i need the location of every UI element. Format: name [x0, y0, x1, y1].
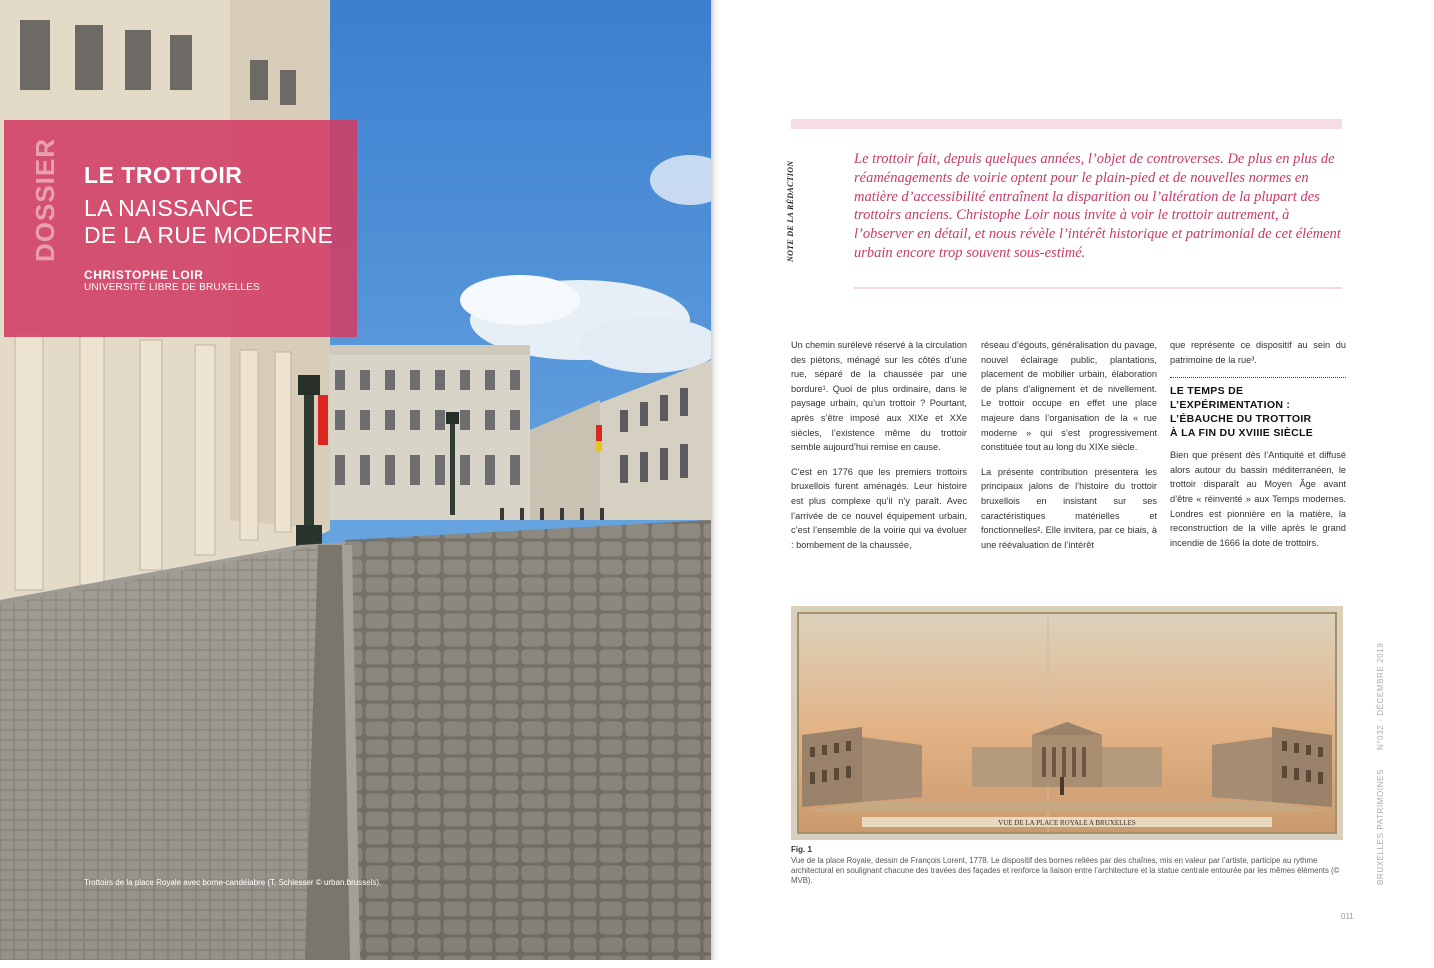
- article-title: LE TROTTOIR: [84, 162, 243, 188]
- place-royale-drawing: [792, 607, 1342, 839]
- paragraph: Un chemin surélevé réservé à la circulation des piétons, ménagé sur les côtés d’une rue, séparé de la chaussée par une bordure¹. Quoi de plus ordinaire, dans le paysage urbain, qu’un trottoir ? Pourtant, après s’être imposé aux XIXe et XXe siècles, l’existence même du trottoir semble aujourd’hui remise en cause.: [791, 340, 967, 453]
- article-page: [721, 0, 1434, 960]
- editorial-note-label: NOTE DE LA RÉDACTION: [786, 160, 795, 262]
- paragraph: Bien que présent dès l’Antiquité et diffusé alors autour du bassin méditerranéen, le trottoir disparaît au Moyen Âge avant d’être « réinventé » aux Temps modernes. Londres est pionnière en la matière, la reconstruction de la ville après le grand incendie de 1666 la dote de trottoirs.: [1170, 450, 1346, 548]
- paragraph: C’est en 1776 que les premiers trottoirs bruxellois furent aménagés. Leur histoire est plus complexe qu’il n’y paraît. Avec l’arrivée de ce nouvel équipement urbain, c’est l’ensemble de la voirie qui va évoluer : bombement de la chaussée,: [791, 466, 967, 550]
- paragraph: que représente ce dispositif au sein du patrimoine de la rue³.: [1170, 340, 1346, 365]
- issue-info: N°032 - DÉCEMBRE 2019: [1376, 642, 1385, 750]
- figure-caption: Vue de la place Royale, dessin de François Lorent, 1778. Le dispositif des bornes reliées par des chaînes, mis en valeur par l’artiste, participe au rythme architectural en soulignant chacune des travées des façades et renforce la liaison entre l’architecture et la statue centrale entourée par les mêmes éléments (© MVB).: [791, 856, 1340, 885]
- heading-line: LE TEMPS DE: [1170, 385, 1244, 398]
- figure-label: Fig. 1: [791, 845, 812, 854]
- intro-rule: [854, 287, 1342, 289]
- editorial-intro: Le trottoir fait, depuis quelques années, l’objet de controverses. De plus en plus de réaménagements de voirie optent pour le plain-pied et de nouvelles normes en matière d’accessibilité entraînent la disparition ou l’altération de la plupart des trottoirs anciens. Christophe Loir nous invite à voir le trottoir autrement, à l’observer en détail, et nous révèle l’intérêt historique et patrimonial de cet élément urbain encore trop souvent sous-estimé.: [854, 151, 1341, 261]
- header-rule: [791, 119, 1342, 129]
- text-column-1: [791, 338, 967, 562]
- page-gutter: [711, 0, 721, 960]
- text-column-3: [1170, 338, 1346, 560]
- photo-caption: Trottoirs de la place Royale avec borne-candélabre (T. Schlesser © urban.brussels).: [84, 878, 382, 887]
- text-column-2: [981, 338, 1157, 562]
- article-subtitle-line2: DE LA RUE MODERNE: [84, 222, 334, 248]
- heading-line: L’ÉBAUCHE DU TROTTOIR: [1170, 413, 1312, 426]
- author-affiliation: UNIVERSITÉ LIBRE DE BRUXELLES: [84, 282, 260, 293]
- figure-engraving: [791, 606, 1343, 840]
- article-subtitle-line1: LA NAISSANCE: [84, 195, 254, 221]
- heading-line: À LA FIN DU XVIIIE SIÈCLE: [1170, 427, 1314, 440]
- section-heading: [1170, 384, 1346, 440]
- cover-photo-page: [0, 0, 711, 960]
- heading-line: L’EXPÉRIMENTATION :: [1170, 399, 1291, 412]
- paragraph: La présente contribution présentera les principaux jalons de l’histoire du trottoir bruxellois en insistant sur ses caractéristiques matérielles et fonctionnelles². Elle invitera, par ce biais, à une réévaluation de l’intérêt: [981, 466, 1157, 550]
- page-number: 011: [1341, 912, 1354, 921]
- engraving-inscription: VUE DE LA PLACE ROYALE A BRUXELLES: [998, 819, 1136, 827]
- author-name: CHRISTOPHE LOIR: [84, 268, 204, 282]
- magazine-name: BRUXELLES PATRIMOINES: [1376, 769, 1385, 885]
- paragraph: réseau d’égouts, généralisation du pavage, nouvel éclairage public, plantations, placement de mobilier urbain, élaboration de plans d’alignement et de nivellement. Le trottoir occupe en effet une place majeure dans l’organisation de la « rue moderne » qui s’est progressivement constituée tout au long du XIXe siècle.: [981, 340, 1157, 453]
- dotted-divider: [1170, 377, 1346, 378]
- section-label: DOSSIER: [30, 137, 60, 262]
